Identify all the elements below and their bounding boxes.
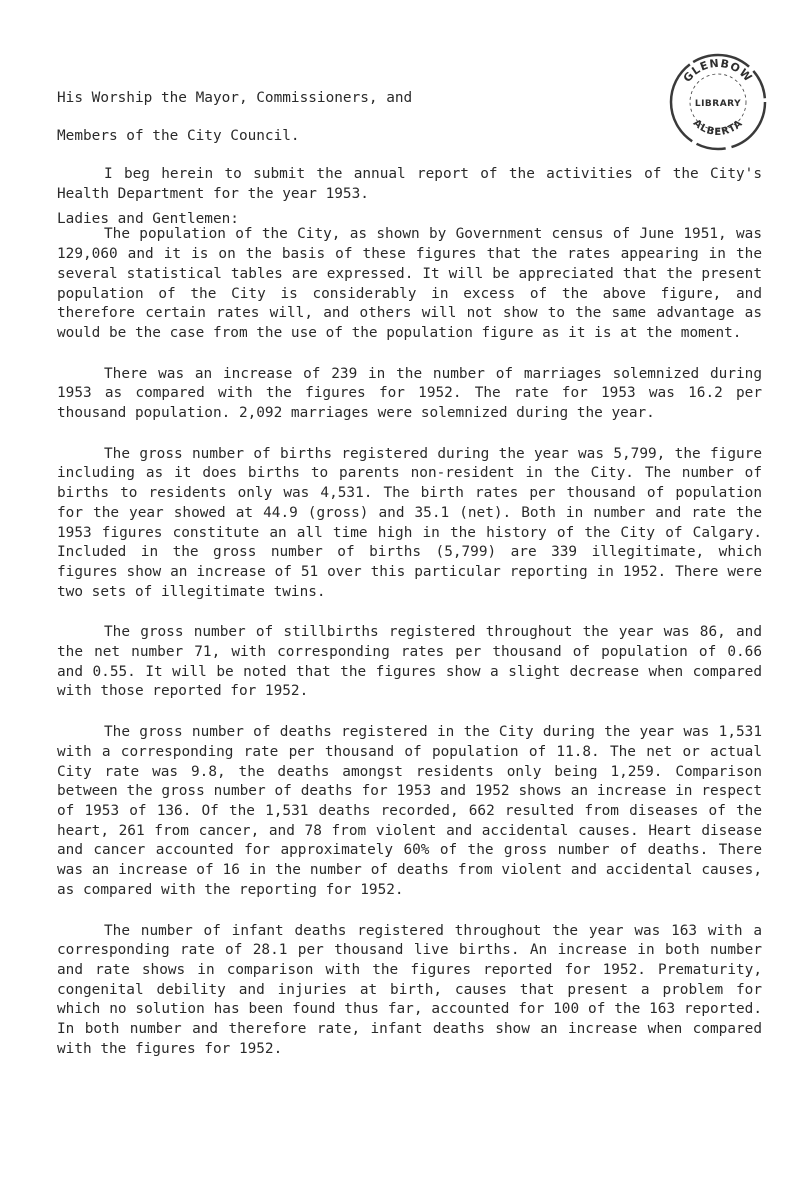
address-line: His Worship the Mayor, Commissioners, and (57, 90, 413, 106)
report-body (57, 165, 762, 1080)
paragraph-deaths: The gross number of deaths registered in the City during the year was 1,531 with a corresponding rate per thousand of population of 11.8. The net or actual City rate was 9.8, the deaths amongst residents only being 1,259. Comparison between the gross number of deaths for 1953 and 1952 shows an increase in respect of 1953 of 136. Of the 1,531 deaths recorded, 662 resulted from diseases of the heart, 261 from cancer, and 78 from violent and accidental causes. Heart disease and cancer accounted for approximately 60% of the gross number of deaths. There was an increase of 16 in the number of deaths from violent and accidental causes, as compared with the reporting for 1952. (57, 724, 762, 898)
stamp-bottom-text: ALBERTA (690, 117, 746, 138)
stamp-middle-text: LIBRARY (694, 99, 742, 109)
stamp-top-text: GLENBOW (680, 56, 756, 85)
paragraph-intro: I beg herein to submit the annual report of the activities of the City's Health Department for the year 1953. (57, 166, 762, 202)
library-stamp-icon (668, 52, 768, 152)
greeting: Ladies and Gentlemen: (57, 211, 239, 227)
address-line: Members of the City Council. (57, 128, 300, 144)
paragraph-stillbirths: The gross number of stillbirths registered throughout the year was 86, and the net number 71, with corresponding rates per thousand of population of 0.66 and 0.55. It will be noted that the figures show a slight decrease when compared with those reported for 1952. (57, 624, 762, 700)
paragraph-infant-deaths: The number of infant deaths registered throughout the year was 163 with a corresponding rate of 28.1 per thousand live births. An increase in both number and rate shows in comparison with the figures reported for 1952. Prematurity, congenital debility and injuries at birth, causes that present a problem for which no solution has been found thus far, accounted for 100 of the 163 reported. In both number and therefore rate, infant deaths show an increase when compared with the figures for 1952. (57, 922, 762, 1057)
paragraph-population: The population of the City, as shown by Government census of June 1951, was 129,060 and it is on the basis of these figures that the rates appearing in the several statistical tables are expressed. It will be appreciated that the present population of the City is considerably in excess of the above figure, and therefore certain rates will, and others will not show to the same advantage as would be the case from the use of the population figure as it is at the moment. (57, 226, 762, 341)
paragraph-births: The gross number of births registered during the year was 5,799, the figure including as it does births to parents non-resident in the City. The number of births to residents only was 4,531. The birth rates per thousand of population for the year showed at 44.9 (gross) and 35.1 (net). Both in number and rate the 1953 figures constitute an all time high in the history of the City of Calgary. Included in the gross number of births (5,799) are 339 illegitimate, which figures show an increase of 51 over this particular reporting in 1952. There were two sets of illegitimate twins. (57, 445, 762, 600)
paragraph-marriages: There was an increase of 239 in the number of marriages solemnized during 1953 as compared with the figures for 1952. The rate for 1953 was 16.2 per thousand population. 2,092 marriages were solemnized during the year. (57, 365, 762, 422)
